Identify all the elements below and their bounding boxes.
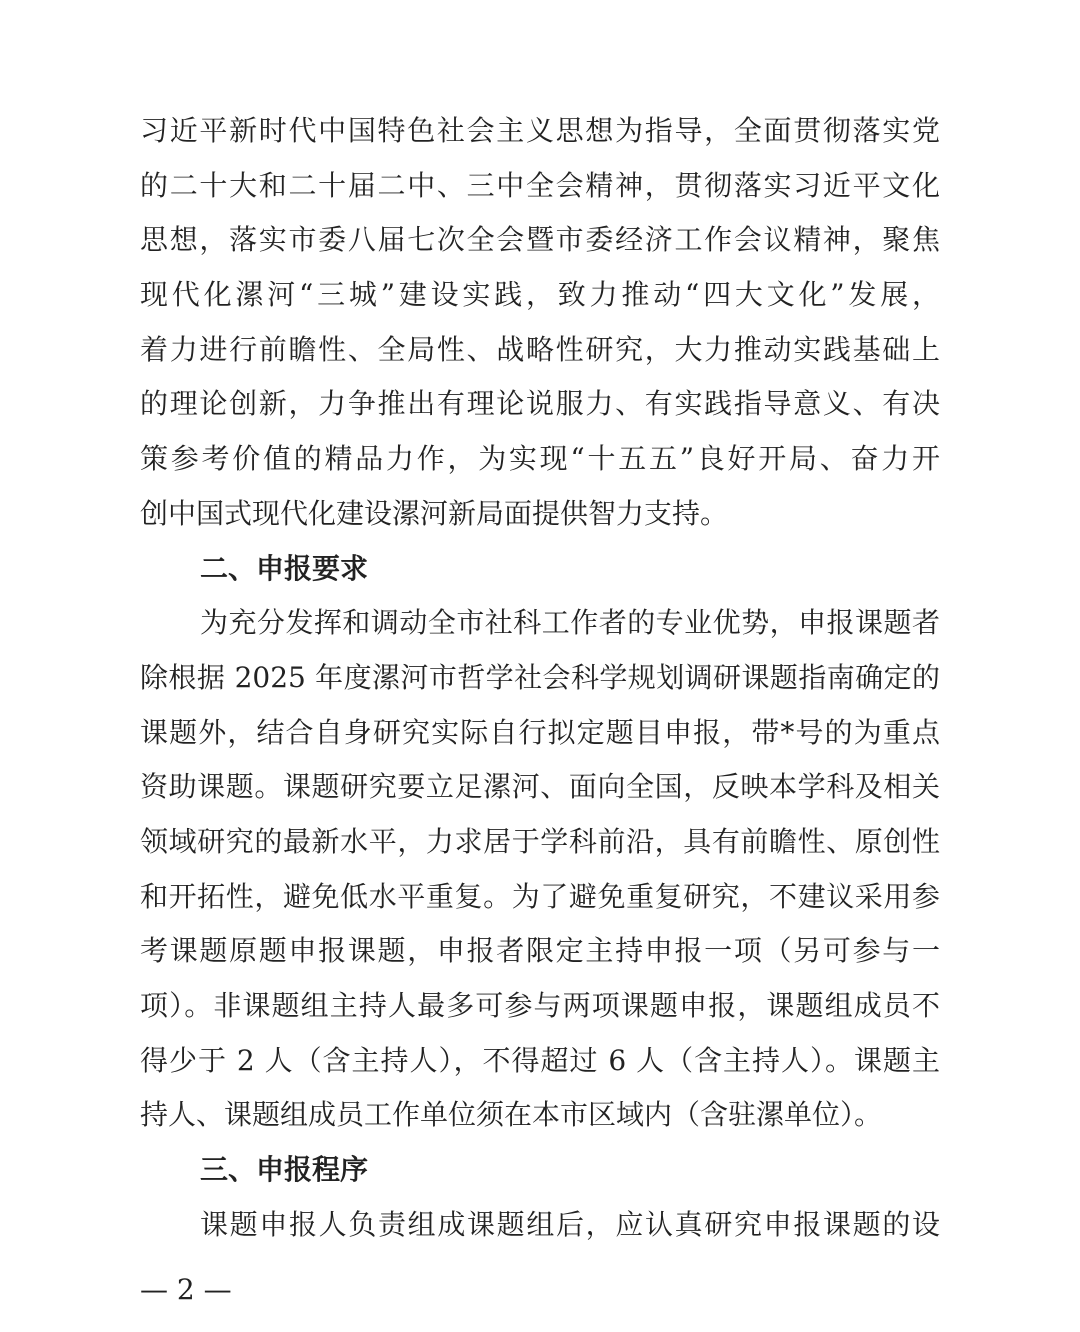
paragraph-line: 课题申报人负责组成课题组后，应认真研究申报课题的设: [200, 1207, 940, 1241]
paragraph-line: 资助课题。课题研究要立足漯河、面向全国，反映本学科及相关: [140, 770, 940, 804]
section-heading-procedure: 三、申报程序: [200, 1153, 369, 1187]
paragraph-line: 的二十大和二十届二中、三中全会精神，贯彻落实习近平文化: [140, 168, 940, 202]
paragraph-line: 考课题原题申报课题，申报者限定主持申报一项（另可参与一: [140, 934, 940, 968]
paragraph-line: 着力进行前瞻性、全局性、战略性研究，大力推动实践基础上: [140, 332, 940, 366]
paragraph-line: 的理论创新，力争推出有理论说服力、有实践指导意义、有决: [140, 387, 940, 421]
paragraph-line: 思想，落实市委八届七次全会暨市委经济工作会议精神，聚焦: [140, 223, 940, 257]
section-heading-requirements: 二、申报要求: [200, 551, 369, 585]
paragraph-line: 领域研究的最新水平，力求居于学科前沿，具有前瞻性、原创性: [140, 824, 940, 858]
paragraph-line: 创中国式现代化建设漯河新局面提供智力支持。: [140, 496, 729, 530]
paragraph-line: 为充分发挥和调动全市社科工作者的专业优势，申报课题者: [200, 606, 940, 640]
paragraph-line: 现代化漯河“三城”建设实践，致力推动“四大文化”发展，: [140, 278, 940, 312]
paragraph-line: 课题外，结合自身研究实际自行拟定题目申报，带*号的为重点: [140, 715, 940, 749]
paragraph-line: 策参考价值的精品力作，为实现“十五五”良好开局、奋力开: [140, 442, 940, 476]
paragraph-line: 得少于 2 人（含主持人），不得超过 6 人（含主持人）。课题主: [140, 1043, 940, 1077]
paragraph-line: 项）。非课题组主持人最多可参与两项课题申报，课题组成员不: [140, 989, 940, 1022]
paragraph-line: 和开拓性，避免低水平重复。为了避免重复研究，不建议采用参: [140, 879, 940, 913]
paragraph-line: 持人、课题组成员工作单位须在本市区域内（含驻漯单位）。: [140, 1098, 883, 1132]
document-body: [140, 104, 940, 1252]
page-number: — 2 —: [140, 1273, 232, 1306]
paragraph-line: 习近平新时代中国特色社会主义思想为指导，全面贯彻落实党: [140, 114, 940, 147]
paragraph-line: 除根据 2025 年度漯河市哲学社会科学规划调研课题指南确定的: [140, 660, 940, 694]
